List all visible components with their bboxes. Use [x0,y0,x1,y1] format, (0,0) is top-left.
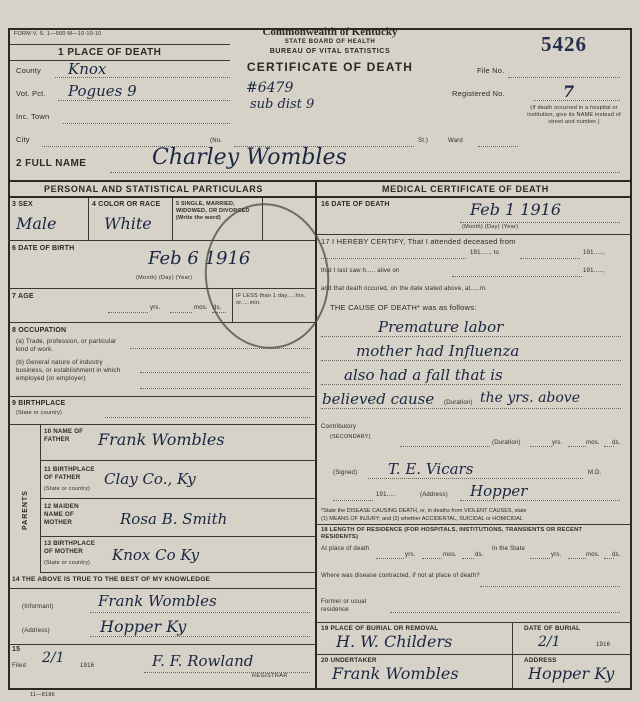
full-name-value: Charley Wombles [152,145,347,170]
footnote-2: (1) MEANS OF INJURY; and (2) whether ACCIDENTAL, SUICIDAL or HOMICIDAL [321,516,523,522]
signed-date-rule [333,500,373,501]
signed-label: (Signed) [333,470,358,476]
state-header-commonwealth: Commonwealth of Kentucky [262,26,398,38]
file-no-rule [508,77,620,78]
occupation-bottom-rule [8,396,315,397]
father-birthplace-sub: (State or country) [44,486,91,492]
marital-label: 5 SINGLE, MARRIED, WIDOWED, OR DIVORCED (Write the word) [176,201,250,221]
color-value: White [104,214,152,233]
res-place-mos: mos. [443,552,457,558]
contributory-mos-rule [568,446,586,447]
certify-line3-b: 191....., [583,268,605,274]
vot-pct-rule [58,100,230,101]
footnote-1: *State the DISEASE CAUSING DEATH, or, in deaths from VIOLENT CAUSES, state [321,508,527,514]
certify-line2-b: 191....., [583,250,605,256]
vot-pct-value: Pogues 9 [68,82,137,100]
in-the-state-label: In the State [492,546,526,552]
mother-birthplace-bottom-rule [40,572,315,573]
state-header-certificate: CERTIFICATE OF DEATH [246,60,414,74]
signed-value: T. E. Vicars [388,460,474,478]
filed-top-rule [8,644,315,645]
contributory-label: Contributory [321,424,357,430]
contributory-yrs-rule [530,446,552,447]
certify-line2-a: 191....., to [470,250,500,256]
burial-date-divider [512,622,513,688]
res-state-ds: ds. [612,552,621,558]
date-of-death-value: Feb 1 1916 [470,200,562,219]
informant-rule [90,612,310,613]
inc-town-label: Inc. Town [16,112,50,121]
informant-header-label: 14 THE ABOVE IS TRUE TO THE BEST OF MY KNOWLEDGE [12,576,211,583]
certify-rule-3 [452,276,582,277]
undertaker-value: Frank Wombles [332,664,459,683]
filed-word-label: Filed [12,663,27,669]
main-split-top-rule [8,180,632,182]
residence-top-rule [317,524,632,525]
father-birthplace-label: 11 BIRTHPLACE OF FATHER [44,466,95,481]
age-yrs-label: yrs. [150,305,161,311]
city-st-label: St.) [418,138,429,144]
burial-top-rule [317,622,632,623]
mother-birthplace-label: 13 BIRTHPLACE OF MOTHER [44,540,96,555]
mother-name-value: Rosa B. Smith [120,510,228,528]
hospital-note: (If death occurred in a hospital or institution, give its NAME instead of street and number.) [527,105,621,125]
residence-label: 18 LENGTH OF RESIDENCE (FOR HOSPITALS, INSTITUTIONS, TRANSIENTS OR RECENT RESIDENTS) [321,527,583,541]
occupation-b-rule-2 [140,388,310,389]
place-of-death-title: 1 PLACE OF DEATH [58,47,162,58]
res-place-ds-rule [462,558,474,559]
undertaker-address-value: Hopper Ky [528,664,615,683]
contributory-rule [400,446,490,447]
burial-label: 19 PLACE OF BURIAL OR REMOVAL [321,625,439,632]
age-mos-rule [170,312,192,313]
where-contracted-label: Where was disease contracted, if not at place of death? [321,573,480,579]
sex-color-divider [88,198,89,240]
cause-rule-4 [321,408,621,409]
date-of-death-bottom-rule [317,234,632,235]
medical-certificate-header: MEDICAL CERTIFICATE OF DEATH [382,184,549,194]
registered-no-rule [533,100,620,101]
father-name-label: 10 NAME OF FATHER [44,428,84,443]
informant-sub-label: (Informant) [22,604,54,610]
parents-label: PARENTS [22,490,29,530]
mother-birthplace-sub: (State or country) [44,560,91,566]
bottom-code: 11—8186 [30,692,55,698]
district-value-line2: sub dist 9 [250,97,315,112]
father-name-value: Frank Wombles [98,430,225,449]
occupation-b-label: (b) General nature of industry business, or establishment in which employed (or employer) [16,359,121,383]
informant-address-rule [90,636,310,637]
birthplace-sub-label: (State or country) [16,410,63,416]
county-label: County [16,66,41,75]
res-place-mos-rule [422,558,442,559]
filed-number-label: 15 [12,646,21,653]
cause-rule-2 [321,360,621,361]
dob-sub-labels: (Month) (Day) (Year) [136,275,193,281]
inc-town-rule [63,123,230,124]
age-less-label: IF LESS than 1 day.....hrs. or.....min. [236,293,306,307]
signed-address-label: (Address) [420,492,448,498]
former-residence-label: Former or usual residence [321,599,367,614]
certify-line4: and that death occured, on the date stated above, at.....m. [321,286,487,292]
informant-address-value: Hopper Ky [100,617,187,636]
burial-date-label: DATE OF BURIAL [524,625,581,632]
color-marital-divider [172,198,173,240]
mother-birthplace-value: Knox Co Ky [112,546,200,564]
file-number-stamp: 5426 [541,32,587,56]
date-of-death-rule [460,222,620,223]
occupation-a-rule [130,348,310,349]
form-code: FORM V. S. 1—500 M—10-10-10 [14,31,102,37]
age-ds-label: ds. [213,305,222,311]
cause-duration-label: (Duration) [444,400,473,406]
cause-rule-1 [321,336,621,337]
registered-no-label: Registered No. [452,89,505,98]
sex-label: 3 SEX [12,201,33,208]
vot-pct-label: Vot. Pct. [16,89,46,98]
registrar-value: F. F. Rowland [152,652,254,670]
res-state-yrs-rule [530,558,550,559]
occupation-b-rule-1 [140,372,310,373]
mother-name-label: 12 MAIDEN NAME OF MOTHER [44,503,79,526]
contributory-yrs-label: yrs. [552,440,563,446]
cause-line-4: believed cause [322,390,435,408]
registered-no-value: 7 [563,82,575,101]
border-left [8,28,10,690]
section-header-bottom-rule [8,196,632,198]
undertaker-address-label: ADDRESS [524,657,557,664]
burial-bottom-rule [317,654,632,655]
cause-duration-value: the yrs. above [480,390,580,406]
res-state-mos-rule [568,558,586,559]
file-no-label: File No. [477,66,505,75]
dob-value: Feb 6 1916 [148,248,251,269]
cause-line-1: Premature labor [378,318,504,336]
informant-header-rule [8,588,315,589]
signed-address-rule [460,500,620,501]
mother-name-bottom-rule [40,536,315,537]
signed-date-label: 191..... [376,492,396,498]
burial-date-value: 2/1 [538,634,561,650]
father-birthplace-bottom-rule [40,498,315,499]
res-state-mos: mos. [586,552,600,558]
personal-particulars-header: PERSONAL AND STATISTICAL PARTICULARS [44,184,263,194]
birthplace-label: 9 BIRTHPLACE [12,400,66,407]
color-label: 4 COLOR OR RACE [92,201,161,208]
undertaker-label: 20 UNDERTAKER [321,657,377,664]
state-header-bureau: BUREAU OF VITAL STATISTICS [269,48,391,55]
certify-line3: that I last saw h..... alive on [321,268,400,274]
city-no-label: (No. [210,138,223,144]
age-label: 7 AGE [12,293,34,300]
cause-line-3: also had a fall that is [344,366,503,384]
age-mos-label: mos. [194,305,208,311]
full-name-rule [110,172,620,173]
informant-value: Frank Wombles [98,592,217,610]
signed-rule [368,478,583,479]
cause-line-2: mother had Influenza [356,342,520,360]
state-header-board: STATE BOARD OF HEALTH [284,39,376,45]
burial-value: H. W. Childers [336,632,453,651]
res-state-yrs: yrs. [551,552,562,558]
county-value: Knox [68,60,107,78]
contributory-ds-label: ds. [612,440,621,446]
former-residence-rule [390,612,620,613]
father-name-bottom-rule [40,460,315,461]
filed-year-label: 1916 [80,663,95,669]
signed-address-value: Hopper [470,482,528,500]
ward-rule [478,146,518,147]
place-of-death-bottom-rule [10,60,230,61]
border-bottom [8,688,632,690]
cause-rule-3 [321,384,621,385]
city-label: City [16,135,30,144]
contributory-sub-label: (SECONDARY) [330,434,371,440]
dob-label: 6 DATE OF BIRTH [12,245,75,252]
contributory-mos-label: mos. [586,440,600,446]
date-of-death-label: 16 DATE OF DEATH [321,201,390,208]
full-name-label: 2 FULL NAME [16,158,87,169]
cause-of-death-label: THE CAUSE OF DEATH* was as follows: [330,303,477,312]
certify-label: 17 I HEREBY CERTIFY, That I attended deceased from [321,237,516,246]
birthplace-bottom-rule [8,424,315,425]
occupation-a-label: (a) Trade, profession, or particular kind of work. [16,338,117,354]
where-contracted-rule [480,586,620,587]
md-label: M.D. [588,470,602,476]
res-place-yrs: yrs. [405,552,416,558]
father-birthplace-value: Clay Co., Ky [104,470,196,488]
informant-address-label: (Address) [22,628,50,634]
birthplace-rule [105,417,310,418]
age-yrs-rule [108,312,148,313]
district-value-line1: #6479 [246,80,294,96]
contributory-duration-label: (Duration) [492,440,521,446]
at-place-label: At place of death [321,546,370,552]
burial-year-label: 1916 [596,642,611,648]
border-right [630,28,632,690]
occupation-label: 8 OCCUPATION [12,327,67,334]
res-place-yrs-rule [376,558,404,559]
sex-value: Male [16,214,57,233]
filed-date-value: 2/1 [42,650,65,666]
registrar-label: REGISTRAR [252,673,288,679]
date-of-death-sub: (Month) (Day) (Year) [462,224,519,230]
certify-rule-2 [520,258,580,259]
res-place-ds: ds. [475,552,484,558]
certify-rule-1 [321,258,466,259]
place-of-death-top-rule [10,44,230,45]
ward-label: Ward [448,138,463,144]
